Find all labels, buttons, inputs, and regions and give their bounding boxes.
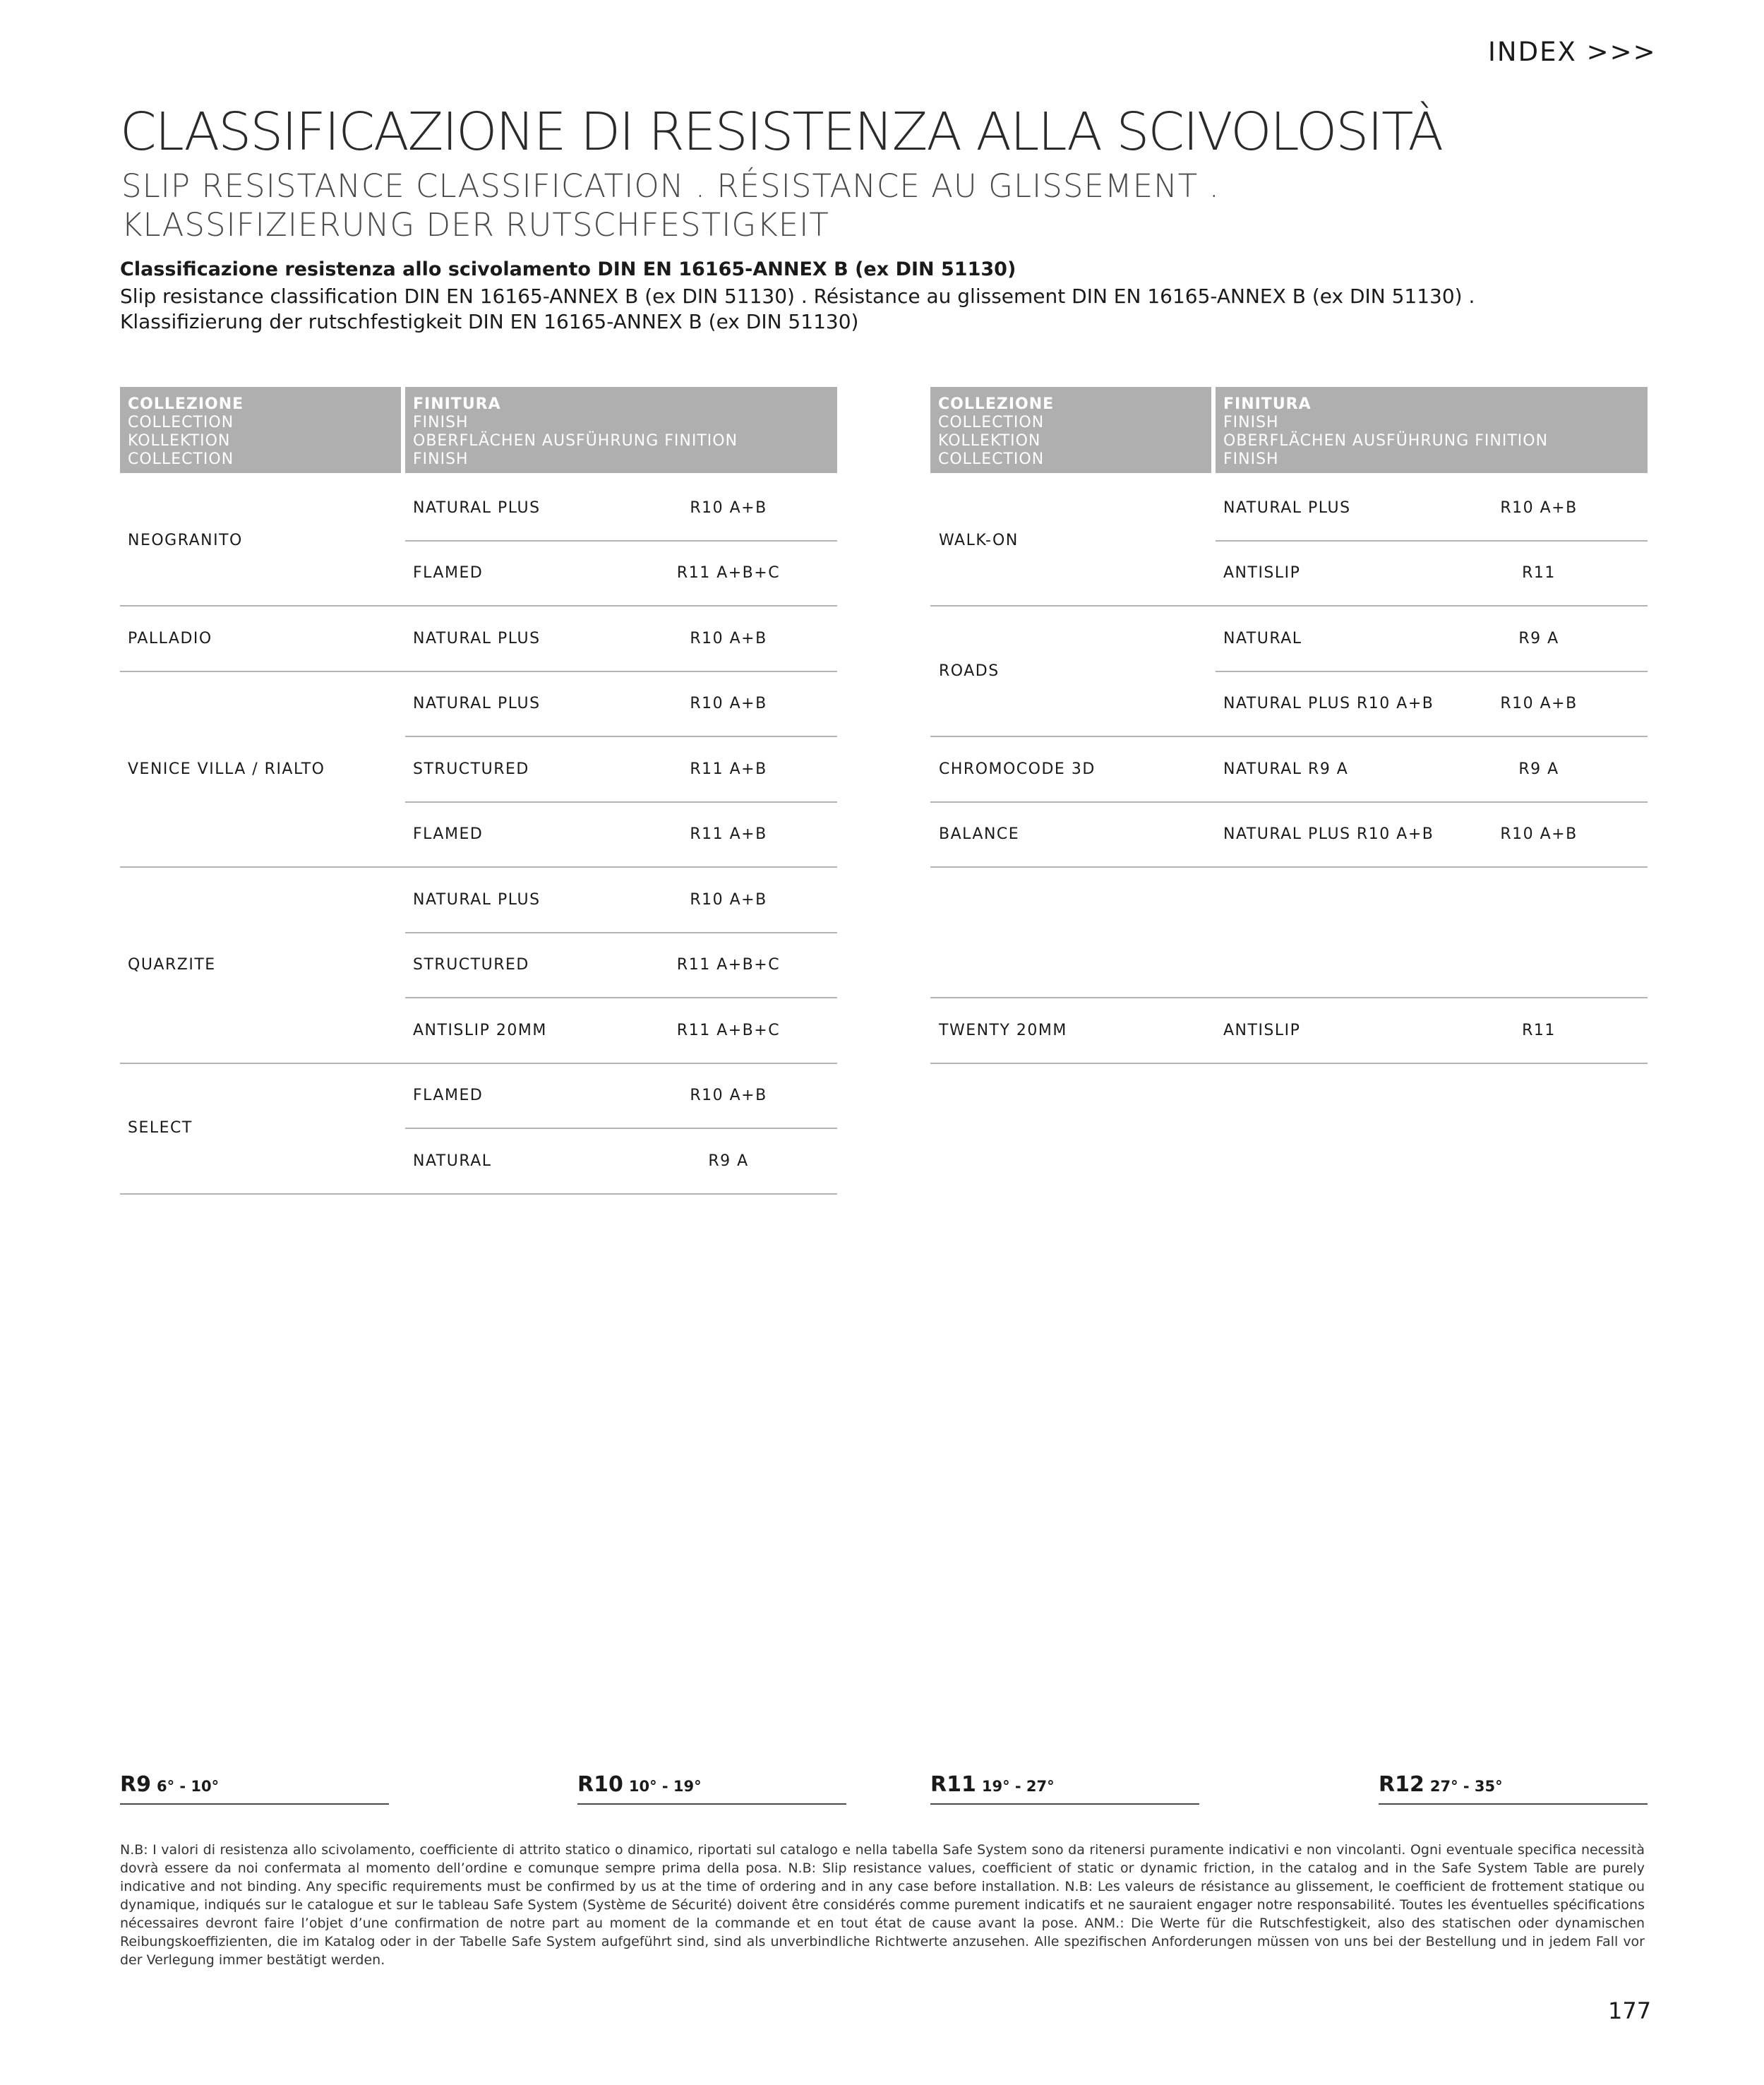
rating-value: R10 A+B: [1500, 499, 1578, 517]
scale-r9: [120, 1772, 389, 1805]
collection-name: VENICE VILLA / RIALTO: [128, 760, 325, 778]
rating-value: R9 A: [1518, 760, 1559, 778]
finish-name: NATURAL PLUS: [413, 891, 541, 909]
group-divider: [120, 866, 837, 868]
header-label: COLLEZIONE: [128, 395, 244, 413]
scale-range: 27° - 35°: [1429, 1778, 1503, 1795]
rating-value: R11: [1522, 1022, 1556, 1039]
left-finish-header: [405, 387, 837, 473]
rating-value: R10 A+B: [690, 695, 767, 712]
collection-name: BALANCE: [939, 825, 1020, 843]
rating-value: R11 A+B+C: [676, 956, 781, 974]
group-divider: [120, 605, 837, 607]
header-label: KOLLEKTION: [938, 432, 1041, 450]
collection-name: TWENTY 20MM: [939, 1022, 1067, 1039]
collection-name: QUARZITE: [128, 956, 216, 974]
rating-value: R10 A+B: [1500, 695, 1578, 712]
finish-name: NATURAL PLUS: [413, 499, 541, 517]
row-divider: [405, 932, 837, 933]
rating-value: R10 A+B: [690, 630, 767, 647]
finish-name: ANTISLIP 20MM: [413, 1022, 547, 1039]
rating-value: R10 A+B: [690, 891, 767, 909]
rating-value: R11 A+B: [690, 760, 767, 778]
group-divider: [120, 1063, 837, 1064]
finish-name: NATURAL PLUS: [1223, 499, 1351, 517]
collection-name: PALLADIO: [128, 630, 212, 647]
rating-value: R10 A+B: [690, 1087, 767, 1104]
group-divider: [930, 866, 1648, 868]
group-divider: [930, 801, 1648, 803]
scale-code: R10: [577, 1772, 623, 1797]
header-label: COLLECTION: [128, 414, 234, 431]
scale-range: 6° - 10°: [156, 1778, 220, 1795]
finish-name: FLAMED: [413, 1087, 484, 1104]
rating-value: R11 A+B: [690, 825, 767, 843]
right-finish-header: [1216, 387, 1648, 473]
row-divider: [405, 540, 837, 542]
right-collection-header: [930, 387, 1211, 473]
subtitle-line: SLIP RESISTANCE CLASSIFICATION . RÉSISTANCE AU GLISSEMENT .: [121, 167, 1220, 205]
row-divider: [405, 801, 837, 803]
scale-r11: [930, 1772, 1199, 1805]
collection-name: CHROMOCODE 3D: [939, 760, 1096, 778]
finish-name: FLAMED: [413, 825, 484, 843]
header-label: FINISH: [413, 414, 469, 431]
header-label: COLLECTION: [938, 414, 1045, 431]
row-divider: [405, 736, 837, 737]
subtitle-line: KLASSIFIZIERUNG DER RUTSCHFESTIGKEIT: [121, 206, 829, 244]
group-divider: [930, 997, 1648, 998]
finish-name: ANTISLIP: [1223, 564, 1301, 582]
standard-description: Slip resistance classification DIN EN 16165-ANNEX B (ex DIN 51130) . Résistance au glissement DIN EN 16165-ANNEX B (ex DIN 51130) . Klassifizierung der rutschfestigkeit DIN EN 16165-ANNEX B (ex DIN 51130): [120, 285, 1475, 333]
group-divider: [120, 671, 837, 672]
scale-code: R9: [120, 1772, 151, 1797]
scale-range: 19° - 27°: [981, 1778, 1055, 1795]
group-divider: [120, 1193, 837, 1195]
group-divider: [930, 736, 1648, 737]
rating-value: R11 A+B+C: [676, 564, 781, 582]
standard-title: Classificazione resistenza allo scivolamento DIN EN 16165-ANNEX B (ex DIN 51130): [120, 258, 1016, 280]
page-number: 177: [1608, 1997, 1652, 2024]
rating-value: R11: [1522, 564, 1556, 582]
finish-name: FLAMED: [413, 564, 484, 582]
page-subtitle: [121, 167, 1674, 244]
scale-r12: [1379, 1772, 1648, 1805]
header-label: FINITURA: [413, 395, 501, 413]
finish-name: STRUCTURED: [413, 760, 529, 778]
header-label: KOLLEKTION: [128, 432, 231, 450]
scale-range: 10° - 19°: [628, 1778, 702, 1795]
finish-name: NATURAL: [413, 1152, 492, 1170]
finish-name: NATURAL: [1223, 630, 1302, 647]
finish-name: STRUCTURED: [413, 956, 529, 974]
row-divider: [405, 997, 837, 998]
page-title: CLASSIFICAZIONE DI RESISTENZA ALLA SCIVOLOSITÀ: [120, 102, 1443, 162]
header-label: OBERFLÄCHEN AUSFÜHRUNG FINITION: [1223, 432, 1549, 450]
index-link[interactable]: INDEX >>>: [1488, 37, 1657, 67]
finish-name: NATURAL PLUS: [413, 695, 541, 712]
group-divider: [930, 1063, 1648, 1064]
header-label: FINISH: [1223, 414, 1279, 431]
header-label: FINISH: [1223, 450, 1279, 468]
rating-value: R11 A+B+C: [676, 1022, 781, 1039]
row-divider: [405, 1128, 837, 1129]
rating-value: R9 A: [708, 1152, 749, 1170]
finish-name: ANTISLIP: [1223, 1022, 1301, 1039]
finish-name: NATURAL R9 A: [1223, 760, 1349, 778]
collection-name: WALK-ON: [939, 532, 1019, 549]
group-divider: [930, 605, 1648, 607]
scale-code: R12: [1379, 1772, 1424, 1797]
header-label: COLLECTION: [938, 450, 1045, 468]
finish-name: NATURAL PLUS R10 A+B: [1223, 695, 1434, 712]
scale-r10: [577, 1772, 846, 1805]
collection-name: SELECT: [128, 1119, 193, 1137]
scale-code: R11: [930, 1772, 976, 1797]
finish-name: NATURAL PLUS: [413, 630, 541, 647]
collection-name: ROADS: [939, 662, 1000, 680]
header-label: FINITURA: [1223, 395, 1312, 413]
left-collection-header: [120, 387, 401, 473]
footnote: N.B: I valori di resistenza allo scivolamento, coefficiente di attrito statico o dinamico, riportati sul catalogo e nella tabella Safe System sono da ritenersi puramente indicativi e non vincolanti. Ogni eventuale specifica necessità dovrà essere da noi confermata al momento dell’ordine e comunque sempre prima della posa. N.B: Slip resistance values, coefficient of static or dynamic friction, in the catalog and in the Safe System Table are purely indicative and not binding. Any specific requirements must be confirmed by us at the time of ordering and in any case before installation. N.B: Les valeurs de résistance au glissement, le coefficient de frottement statique ou dynamique, indiqués sur le catalogue et sur le tableau Safe System (Système de Sécurité) doivent être considérés comme purement indicatifs et ne sauraient engager notre responsabilité. Toutes les éventuelles spécifications nécessaires devront faire l’objet d’une confirmation de notre part au moment de la commande et en tout état de cause avant la pose. ANM.: Die Werte für die Rutschfestigkeit, also des statischen oder dynamischen Reibungskoeffizienten, die im Katalog oder in der Tabelle Safe System aufgeführt sind, sind als unverbindliche Richtwerte anzusehen. Alle spezifischen Anforderungen müssen von uns bei der Bestellung und in jedem Fall vor der Verlegung immer bestätigt werden.: [120, 1842, 1645, 1968]
row-divider: [1216, 540, 1648, 542]
row-divider: [1216, 671, 1648, 672]
finish-name: NATURAL PLUS R10 A+B: [1223, 825, 1434, 843]
header-label: COLLEZIONE: [938, 395, 1055, 413]
rating-value: R10 A+B: [690, 499, 767, 517]
collection-name: NEOGRANITO: [128, 532, 243, 549]
header-label: OBERFLÄCHEN AUSFÜHRUNG FINITION: [413, 432, 738, 450]
rating-value: R10 A+B: [1500, 825, 1578, 843]
header-label: COLLECTION: [128, 450, 234, 468]
header-label: FINISH: [413, 450, 469, 468]
rating-value: R9 A: [1518, 630, 1559, 647]
